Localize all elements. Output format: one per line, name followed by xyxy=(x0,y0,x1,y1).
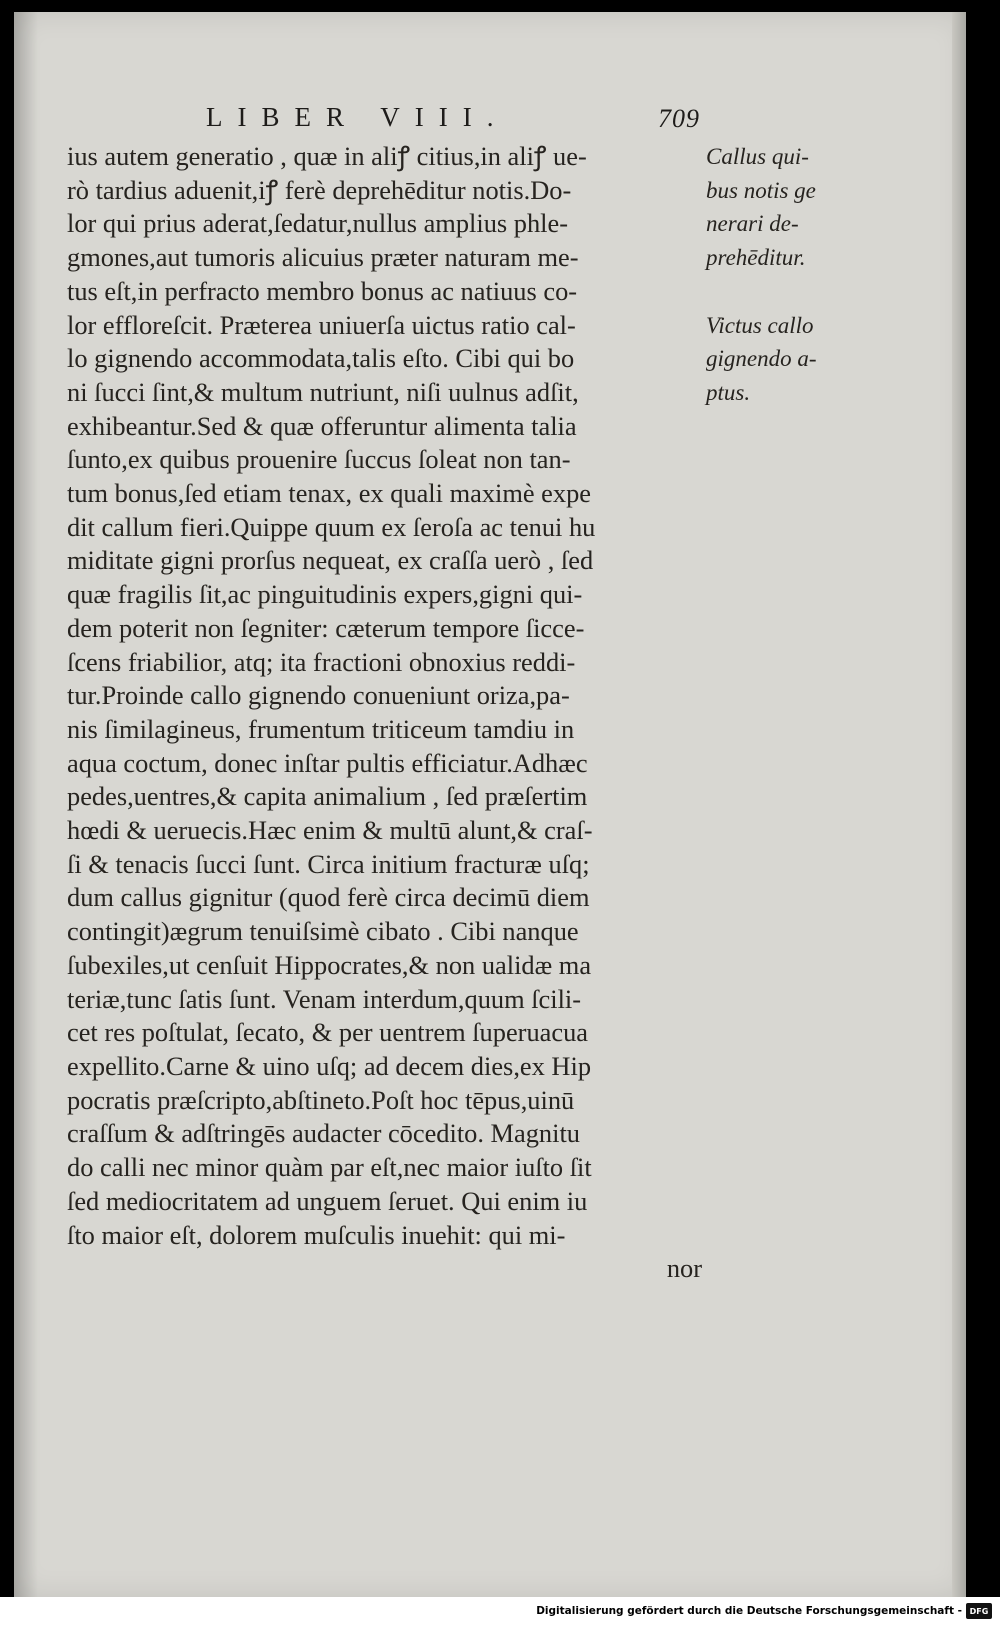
text-line: ſcens friabilior, atq; ita fractioni obnoxius reddi- xyxy=(67,646,576,677)
margin-note-line: nerari de- xyxy=(706,211,799,237)
text-line: ſunto,ex quibus prouenire ſuccus ſoleat non tan- xyxy=(67,444,571,475)
text-line: ſi & tenacis ſucci ſunt. Circa initium fracturæ uſq; xyxy=(67,848,590,879)
margin-note-gap xyxy=(706,275,846,309)
body-text xyxy=(67,140,702,1286)
text-line: dem poterit non ſegniter: cæterum tempore ſicce- xyxy=(67,612,585,643)
running-head-title: LIBER VIII. xyxy=(206,102,509,132)
text-line: exhibeantur.Sed & quæ offeruntur alimenta talia xyxy=(67,410,577,441)
text-line: cet res poſtulat, ſecato, & per uentrem ſuperuacua xyxy=(67,1017,588,1048)
footer-bar xyxy=(0,1597,1000,1627)
text-line: ius autem generatio , quæ in aliꝭ citius,in aliꝭ ue- xyxy=(67,141,587,171)
text-line: dum callus gignitur (quod ferè circa decimū diem xyxy=(67,882,590,913)
footer-credit: Digitalisierung gefördert durch die Deutsche Forschungsgemeinschaft - xyxy=(536,1605,962,1617)
margin-note-line: bus notis ge xyxy=(706,177,816,203)
text-line: teriæ,tunc ſatis ſunt. Venam interdum,quum ſcili- xyxy=(67,983,582,1014)
text-line: pedes,uentres,& capita animalium , ſed præſertim xyxy=(67,781,588,812)
margin-note-line: prehēditur. xyxy=(706,245,806,271)
page-edge xyxy=(952,12,966,1597)
text-line: ſto maior eſt, dolorem muſculis inuehit: qui mi- xyxy=(67,1219,566,1250)
margin-notes xyxy=(706,140,846,410)
text-line: contingit)ægrum tenuiſsimè cibato . Cibi nanque xyxy=(67,916,579,947)
text-line: quæ fragilis ſit,ac pinguitudinis expers,gigni qui- xyxy=(67,579,583,610)
page-number: 709 xyxy=(658,104,700,133)
text-line: aqua coctum, donec inſtar pultis efficiatur.Adhæc xyxy=(67,747,588,778)
gutter-shadow xyxy=(14,12,38,1597)
text-line: rò tardius aduenit,iꝭ ferè deprehēditur notis.Do- xyxy=(67,174,572,205)
text-line: expellito.Carne & uino uſq; ad decem dies,ex Hip xyxy=(67,1050,592,1081)
running-head xyxy=(80,102,700,138)
margin-note-line: Victus callo xyxy=(706,312,814,338)
text-line: ſubexiles,ut cenſuit Hippocrates,& non ualidæ ma xyxy=(67,949,592,980)
catchword: nor xyxy=(666,1253,702,1284)
text-line: craſſum & adſtringēs audacter cōcedito. Magnitu xyxy=(67,1118,580,1149)
text-line: tus eſt,in perfracto membro bonus ac natiuus co- xyxy=(67,275,578,306)
text-line: lo gignendo accommodata,talis eſto. Cibi qui bo xyxy=(67,343,575,374)
text-line: miditate gigni prorſus nequeat, ex craſſa uerò , ſed xyxy=(67,545,594,576)
text-line: do calli nec minor quàm par eſt,nec maior iuſto ſit xyxy=(67,1152,592,1183)
text-line: ſed mediocritatem ad unguem ſeruet. Qui enim iu xyxy=(67,1185,588,1216)
dfg-logo-icon: DFG xyxy=(966,1603,992,1619)
margin-note-line: Callus qui- xyxy=(706,144,809,169)
margin-note-line: ptus. xyxy=(706,379,751,405)
text-line: lor effloreſcit. Præterea uniuerſa uictus ratio cal- xyxy=(67,309,576,340)
text-line: tum bonus,ſed etiam tenax, ex quali maximè expe xyxy=(67,478,591,509)
margin-note-victus xyxy=(706,309,846,410)
text-line: lor qui prius aderat,ſedatur,nullus amplius phle- xyxy=(67,208,568,239)
text-line: pocratis præſcripto,abſtineto.Poſt hoc tēpus,uinū xyxy=(67,1084,575,1115)
margin-note-line: gignendo a- xyxy=(706,346,817,372)
text-line: dit callum fieri.Quippe quum ex ſeroſa ac tenui hu xyxy=(67,511,596,542)
text-line: ni ſucci ſint,& multum nutriunt, niſi uulnus adſit, xyxy=(67,376,579,407)
text-line: hœdi & ueruecis.Hæc enim & multū alunt,& craſ- xyxy=(67,815,593,846)
text-line: gmones,aut tumoris alicuius præter naturam me- xyxy=(67,242,579,273)
text-line: nis ſimilagineus, frumentum triticeum tamdiu in xyxy=(67,713,575,744)
margin-note-callus xyxy=(706,140,846,275)
text-line: tur.Proinde callo gignendo conueniunt oriza,pa- xyxy=(67,680,570,711)
